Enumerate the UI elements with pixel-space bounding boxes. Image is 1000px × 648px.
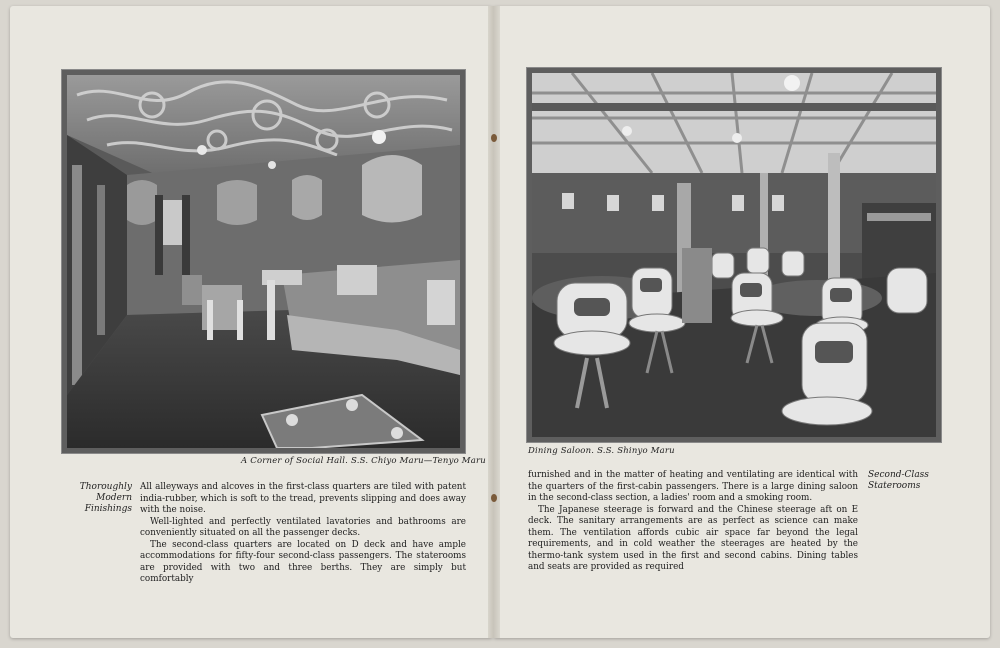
left-body-text <box>140 482 466 586</box>
paragraph: The Japanese steerage is forward and the Chinese steerage aft on E deck. The sanitary arrangements are as perfect as science can make them. The ventilation affords cubic air space far beyond the legal requirements, and in cold weather the steerages are heated by the thermo-tank system used in the first and second cabins. Dining tables and seats are provided as required <box>528 504 858 572</box>
paragraph: All alleyways and alcoves in the first-class quarters are tiled with patent india-rubber, which is soft to the tread, prevents slipping and does away with the noise. <box>140 482 466 515</box>
paragraph: The second-class quarters are located on D deck and have ample accommodations for fifty-four second-class passengers. The staterooms are provided with two and three berths. They are simply but comfortably <box>140 539 466 584</box>
dining-saloon-photo-frame <box>527 68 941 442</box>
right-body-text <box>528 470 858 574</box>
dining-saloon-photo <box>532 73 936 437</box>
paragraph: furnished and in the matter of heating and ventilating are identical with the quarters of the first-cabin passengers. There is a large dining saloon in the second-class section, a ladies' room and a smoking room. <box>528 470 858 503</box>
book-gutter <box>488 6 500 638</box>
binding-hole-bottom <box>491 494 497 502</box>
sidenote-line: Thoroughly <box>79 482 132 492</box>
dining-saloon-photo-caption: Dining Saloon. S.S. Shinyo Maru <box>528 446 675 456</box>
right-sidenote <box>868 470 948 492</box>
paragraph: Well-lighted and perfectly ventilated lavatories and bathrooms are conveniently situated on all the passenger decks. <box>140 516 466 538</box>
sidenote-line: Modern <box>96 493 132 503</box>
binding-hole-top <box>491 134 497 142</box>
social-hall-photo-caption: A Corner of Social Hall. S.S. Chiyo Maru—Tenyo Maru <box>241 456 486 466</box>
sidenote-line: Staterooms <box>868 481 921 491</box>
sidenote-line: Finishings <box>84 504 132 514</box>
social-hall-photo-frame <box>62 70 465 453</box>
left-sidenote <box>76 482 132 515</box>
sidenote-line: Second-Class <box>868 470 929 480</box>
social-hall-photo <box>67 75 460 448</box>
